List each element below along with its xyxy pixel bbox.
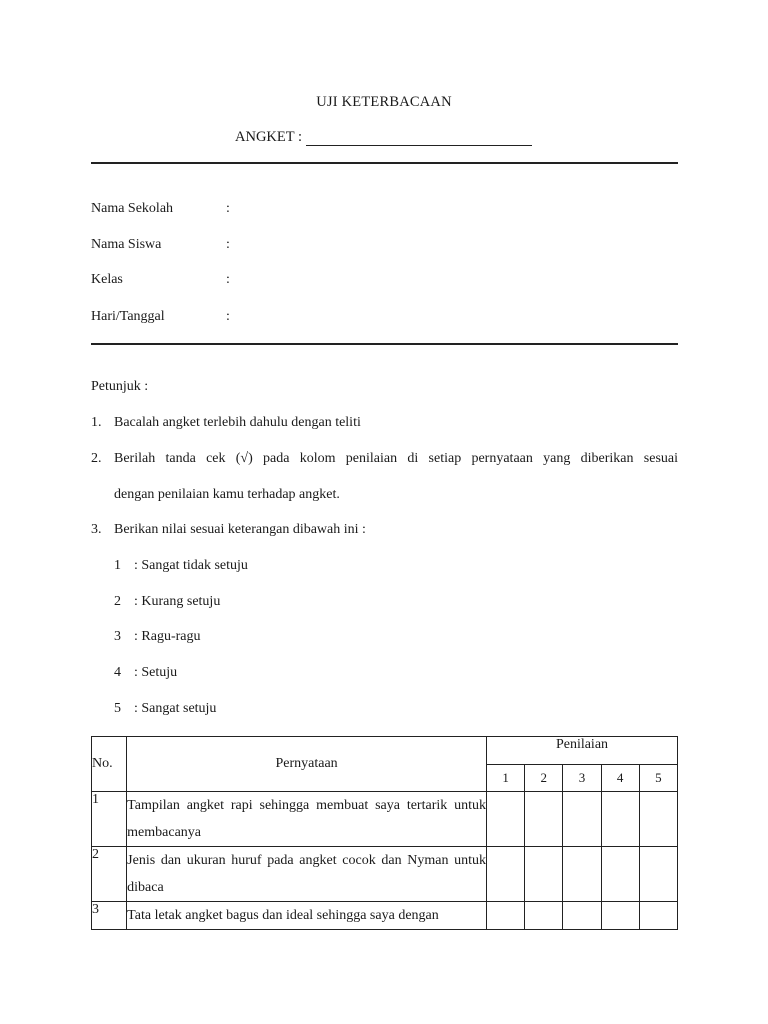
instruction-text: Berikan nilai sesuai keterangan dibawah ini : xyxy=(114,522,366,537)
scale-label: : Ragu-ragu xyxy=(134,629,201,644)
angket-blank-field[interactable] xyxy=(306,130,532,146)
score-cell-2[interactable] xyxy=(525,902,563,930)
header-score-4: 4 xyxy=(601,764,639,792)
field-colon: : xyxy=(226,272,230,287)
table-row xyxy=(92,847,678,902)
angket-line xyxy=(235,129,532,146)
instruction-text-line1: Berilah tanda cek (√) pada kolom penilaian di setiap pernyataan yang diberikan sesuai xyxy=(114,451,678,466)
table-row xyxy=(92,902,678,930)
header-score-5: 5 xyxy=(639,764,677,792)
table-row xyxy=(92,792,678,847)
header-statement: Pernyataan xyxy=(127,737,487,792)
scale-number: 3 xyxy=(114,629,121,644)
score-cell-4[interactable] xyxy=(601,847,639,902)
field-label: Kelas xyxy=(91,272,123,287)
header-score-1: 1 xyxy=(487,764,525,792)
instructions-heading: Petunjuk : xyxy=(91,379,149,394)
field-colon: : xyxy=(226,309,230,324)
row-statement: Jenis dan ukuran huruf pada angket cocok dan Nyman untuk dibaca xyxy=(127,847,487,902)
field-label: Nama Sekolah xyxy=(91,201,174,216)
instruction-number: 3. xyxy=(91,522,102,537)
scale-number: 4 xyxy=(114,665,121,680)
field-label: Nama Siswa xyxy=(91,237,162,252)
score-cell-2[interactable] xyxy=(525,792,563,847)
header-score-2: 2 xyxy=(525,764,563,792)
header-score-3: 3 xyxy=(563,764,601,792)
score-cell-5[interactable] xyxy=(639,847,677,902)
score-cell-1[interactable] xyxy=(487,902,525,930)
rating-table xyxy=(91,736,678,930)
scale-item xyxy=(114,629,200,645)
scale-number: 2 xyxy=(114,594,121,609)
score-cell-1[interactable] xyxy=(487,847,525,902)
score-cell-4[interactable] xyxy=(601,792,639,847)
scale-item xyxy=(114,665,177,681)
angket-label: ANGKET : xyxy=(235,129,302,145)
row-number: 1 xyxy=(92,792,127,847)
scale-label: : Sangat setuju xyxy=(134,701,217,716)
row-number: 3 xyxy=(92,902,127,930)
scale-label: : Sangat tidak setuju xyxy=(134,558,248,573)
instruction-text-line2: dengan penilaian kamu terhadap angket. xyxy=(114,487,340,502)
field-colon: : xyxy=(226,201,230,216)
instruction-number: 2. xyxy=(91,451,102,466)
instruction-number: 1. xyxy=(91,415,102,430)
scale-number: 5 xyxy=(114,701,121,716)
score-cell-3[interactable] xyxy=(563,792,601,847)
instruction-text: Bacalah angket terlebih dahulu dengan teliti xyxy=(114,415,361,430)
row-statement: Tampilan angket rapi sehingga membuat saya tertarik untuk membacanya xyxy=(127,792,487,847)
document-title: UJI KETERBACAAN xyxy=(316,94,452,110)
score-cell-1[interactable] xyxy=(487,792,525,847)
row-statement: Tata letak angket bagus dan ideal sehingga saya dengan xyxy=(127,902,487,930)
score-cell-3[interactable] xyxy=(563,847,601,902)
score-cell-5[interactable] xyxy=(639,902,677,930)
header-no: No. xyxy=(92,737,127,792)
score-cell-3[interactable] xyxy=(563,902,601,930)
scale-item xyxy=(114,594,220,610)
header-rating: Penilaian xyxy=(487,737,678,765)
scale-item xyxy=(114,701,216,717)
score-cell-2[interactable] xyxy=(525,847,563,902)
scale-label: : Setuju xyxy=(134,665,178,680)
score-cell-4[interactable] xyxy=(601,902,639,930)
row-number: 2 xyxy=(92,847,127,902)
scale-label: : Kurang setuju xyxy=(134,594,221,609)
scale-number: 1 xyxy=(114,558,121,573)
field-label: Hari/Tanggal xyxy=(91,309,165,324)
field-colon: : xyxy=(226,237,230,252)
score-cell-5[interactable] xyxy=(639,792,677,847)
top-divider xyxy=(91,162,678,164)
scale-item xyxy=(114,558,248,574)
bottom-divider xyxy=(91,343,678,345)
